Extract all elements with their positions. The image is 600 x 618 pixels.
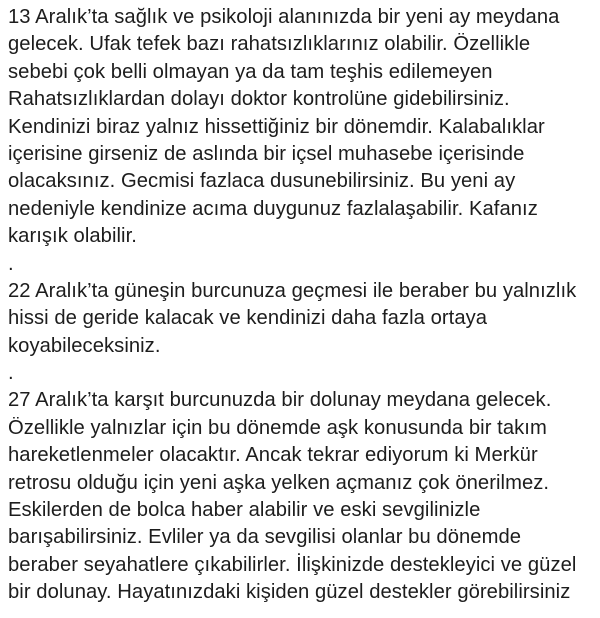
text-line: Kendinizi biraz yalnız hissettiğiniz bir dönemdir. Kalabalıklar xyxy=(8,115,545,138)
text-line: hissi de geride kalacak ve kendinizi daha fazla ortaya xyxy=(8,307,488,330)
text-line: koyabileceksiniz. xyxy=(8,334,161,357)
separator-dot: . xyxy=(8,252,14,275)
horoscope-text xyxy=(8,4,596,607)
text-line: 13 Aralık’ta sağlık ve psikoloji alanınızda bir yeni ay meydana xyxy=(8,6,560,28)
paragraph-dec-22 xyxy=(8,278,596,360)
text-line: Rahatsızlıklardan dolayı doktor kontrolüne gidebilirsiniz. xyxy=(8,88,510,111)
paragraph-dec-27 xyxy=(8,387,596,606)
text-line: olacaksınız. Gecmisi fazlaca dusunebilirsiniz. Bu yeni ay xyxy=(8,170,516,193)
text-line: içerisine girseniz de aslında bir içsel muhasebe içerisinde xyxy=(8,142,525,165)
text-line: gelecek. Ufak tefek bazı rahatsızlıklarınız olabilir. Özellikle xyxy=(8,33,531,56)
text-line: nedeniyle kendinize acıma duygunuz fazlalaşabilir. Kafanız xyxy=(8,197,538,220)
text-line: bir dolunay. Hayatınızdaki kişiden güzel destekler görebilirsiniz xyxy=(8,581,571,604)
text-line: karışık olabilir. xyxy=(8,225,137,248)
text-line: 22 Aralık’ta güneşin burcunuza geçmesi ile beraber bu yalnızlık xyxy=(8,279,577,302)
text-line: retrosu olduğu için yeni aşka yelken açmanız çok önerilmez. xyxy=(8,471,550,494)
text-line: beraber seyahatlere çıkabilirler. İlişkinizde destekleyici ve güzel xyxy=(8,553,577,576)
text-line: barışabilirsiniz. Evliler ya da sevgilisi olanlar bu dönemde xyxy=(8,526,522,549)
text-line: sebebi çok belli olmayan ya da tam teşhis edilemeyen xyxy=(8,60,493,83)
text-line: Eskilerden de bolca haber alabilir ve eski sevgilinizle xyxy=(8,499,481,522)
paragraph-dec-13 xyxy=(8,4,596,251)
text-line: 27 Aralık’ta karşıt burcunuzda bir dolunay meydana gelecek. xyxy=(8,389,552,412)
separator-dot: . xyxy=(8,362,14,385)
text-line: Özellikle yalnızlar için bu dönemde aşk konusunda bir takım xyxy=(8,416,547,439)
text-line: hareketlenmeler olacaktır. Ancak tekrar ediyorum ki Merkür xyxy=(8,444,538,467)
